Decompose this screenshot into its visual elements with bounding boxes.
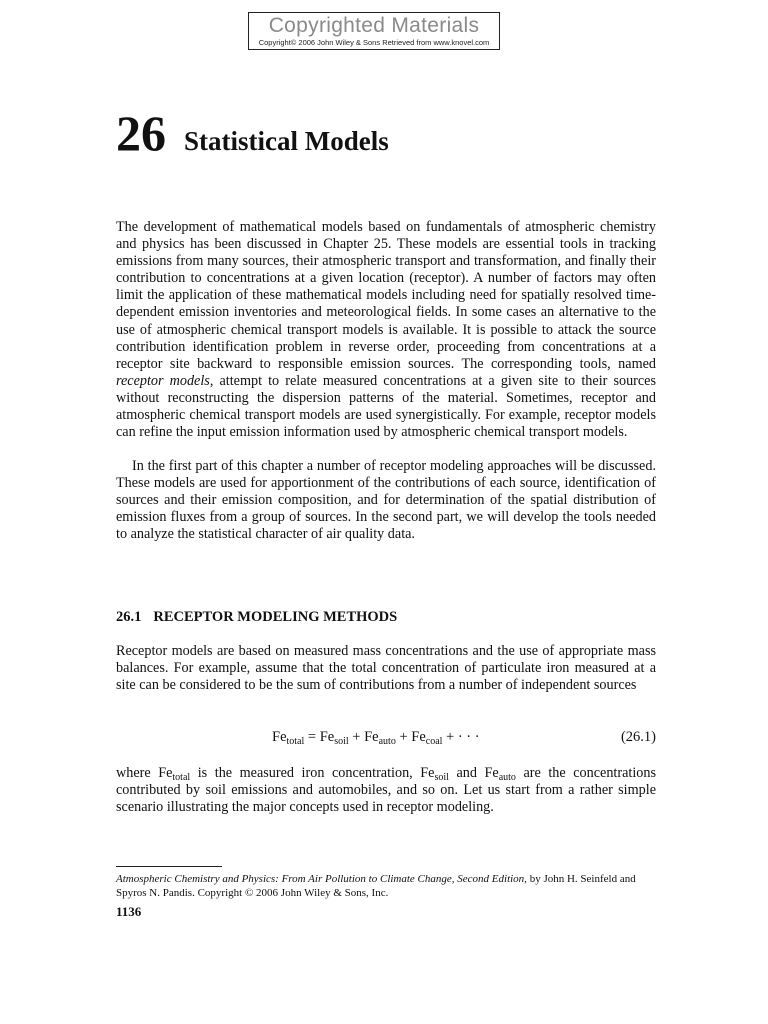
intro-paragraph-1 [116, 219, 656, 441]
footnote-book-title: Atmospheric Chemistry and Physics: From Air Pollution to Climate Change, Second Edition, [116, 873, 527, 885]
equation-number: (26.1) [620, 729, 656, 745]
section-title: RECEPTOR MODELING METHODS [153, 609, 398, 625]
section-paragraph-2: where $Fe_{total}$ is the measured iron concentration, $Fe_{soil}$ and $Fe_{auto}$ are the concentrations contributed by soil emissions and automobiles, and so on. Let us start from a rather simple scenario illustrating the major concepts used in receptor modeling. [116, 765, 656, 816]
chapter-title: Statistical Models [184, 126, 389, 156]
intro-paragraph-2: In the first part of this chapter a number of receptor modeling approaches will be discussed. These models are used for apportionment of the contributions of each source, identification of sources and their emission composition, and for determination of the spatial distribution of emission fluxes from a group of sources. In the second part, we will develop the tools needed to analyze the statistical character of air quality data. [116, 458, 656, 543]
intro-p1-emphasis: receptor models [116, 372, 210, 389]
copyright-stamp [248, 12, 500, 50]
stamp-title: Copyrighted Materials [268, 14, 480, 37]
section-paragraph-1: Receptor models are based on measured mass concentrations and the use of appropriate mass balances. For example, assume that the total concentration of particulate iron measured at a site can be considered to be the sum of contributions from a number of independent sources [116, 643, 656, 694]
equation-26-1 [116, 729, 656, 751]
stamp-subtitle: Copyright© 2006 John Wiley & Sons Retrieved from www.knovel.com [258, 38, 490, 47]
footnote [116, 872, 661, 900]
intro-p1-text-b: , attempt to relate measured concentrations at a given site to their sources without reconstructing the dispersion patterns of the material. Sometimes, receptor and atmospheric chemical transport models are used synergistically. For example, receptor models can refine the input emission information used by atmospheric chemical transport models. [116, 372, 656, 441]
footnote-divider [116, 866, 222, 867]
chapter-number: 26 [116, 105, 166, 161]
page-number: 1136 [116, 904, 142, 919]
footnote-text: by John H. Seinfeld and Spyros N. Pandis. Copyright © 2006 John Wiley & Sons, Inc. [116, 873, 636, 899]
section-heading [116, 609, 397, 626]
chapter-heading [116, 104, 389, 162]
intro-p1-text-a: The development of mathematical models based on fundamentals of atmospheric chemistry and physics has been discussed in Chapter 25. These models are essential tools in tracking emissions from many sources, their atmospheric transport and transformation, and finally their contribution to concentrations at a given location (receptor). A number of factors may often limit the application of these mathematical models including need for spatially resolved time-dependent emission inventories and meteorological fields. In some cases an alternative to the use of atmospheric chemical transport models is available. It is possible to attack the source contribution identification problem in reverse order, proceeding from concentrations at a receptor site backward to responsible emission sources. The corresponding tools, named [116, 219, 656, 372]
equation-expression: $Fe_{total} = Fe_{soil} + Fe_{auto} + Fe_{coal}$ + · · · [272, 729, 480, 747]
section-number: 26.1 [116, 609, 142, 625]
